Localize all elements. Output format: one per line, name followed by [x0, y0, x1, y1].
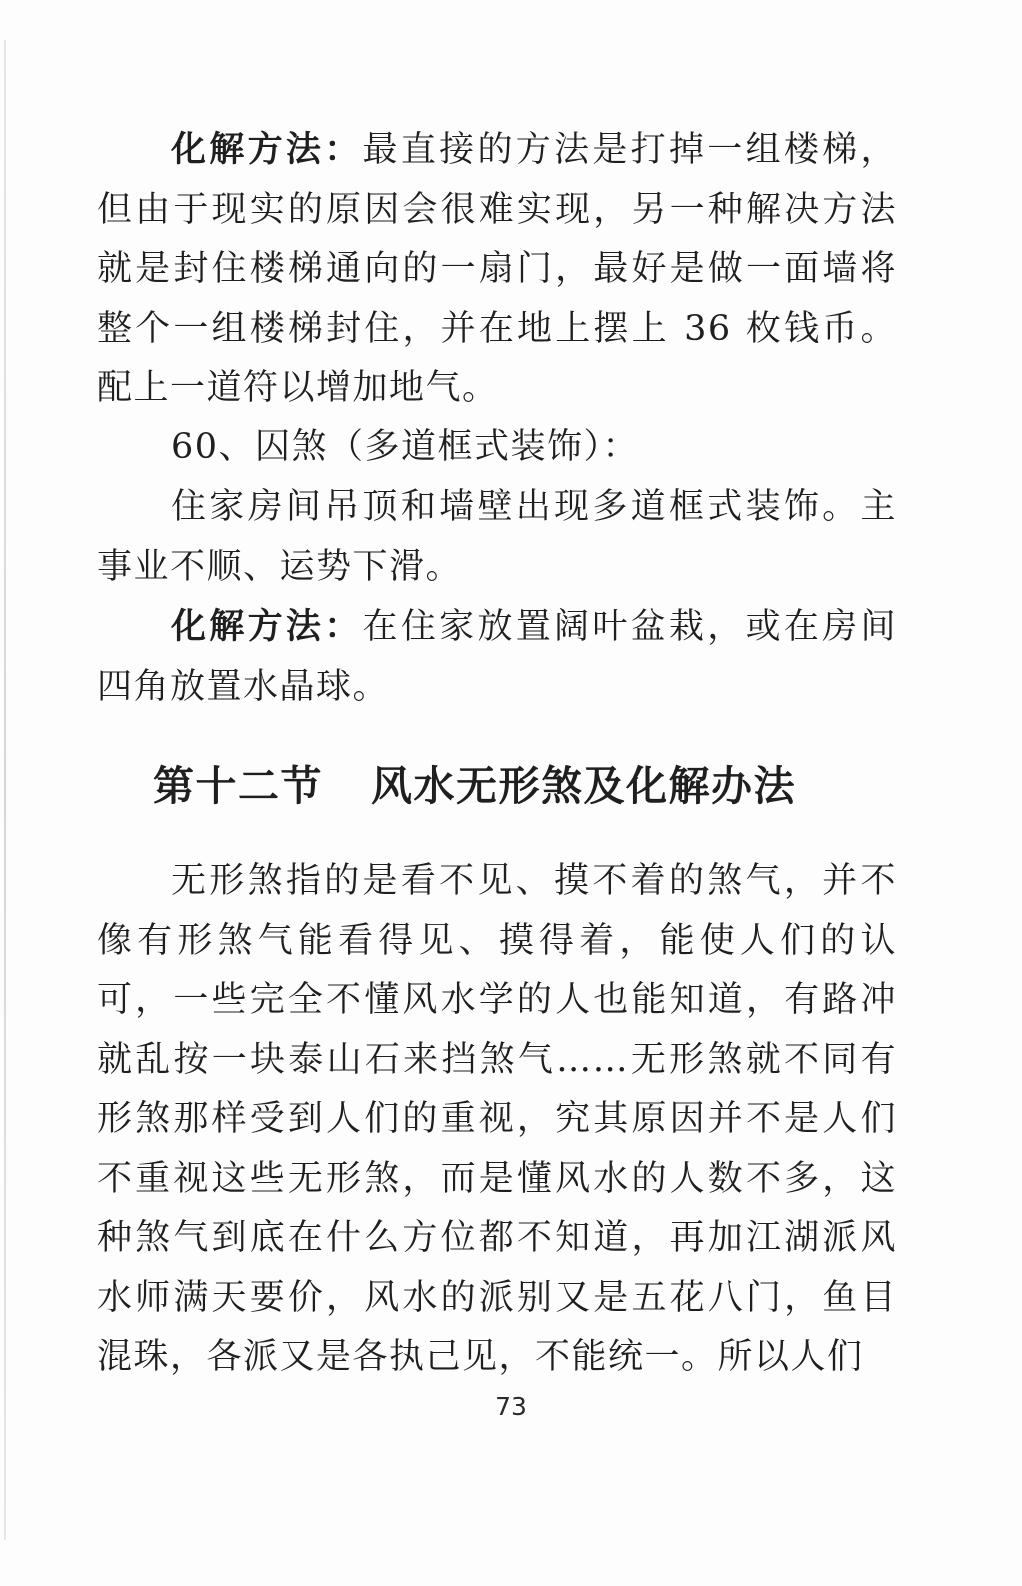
remedy-label-2: 化解方法：	[171, 606, 363, 647]
section-number: 第十二节	[153, 762, 323, 810]
invisible-sha-text: 无形煞指的是看不见、摸不着的煞气，并不像有形煞气能看得见、摸得着，能使人们的认可，一些完全不懂风水学的人也能知道，有路冲就乱按一块泰山石来挡煞气……无形煞就不同有形煞那样受到人们的重视，究其原因并不是人们不重视这些无形煞，而是懂风水的人数不多，这种煞气到底在什么方位都不知道，再加江湖派风水师满天要价，风水的派别又是五花八门，鱼目混珠，各派又是各执己见，不能统一。所以人们	[97, 861, 897, 1377]
remedy-text: 最直接的方法是打掉一组楼梯，但由于现实的原因会很难实现，另一种解决方法就是封住楼梯通向的一扇门，最好是做一面墙将整个一组楼梯封住，并在地上摆上 36 枚钱币。配上一道符以增加地气。	[97, 130, 897, 408]
paragraph-prison-sha	[97, 478, 897, 597]
item-heading-text: 60、囚煞（多道框式装饰）：	[171, 427, 640, 467]
remedy-label: 化解方法：	[171, 129, 363, 170]
prison-sha-text: 住家房间吊顶和墙壁出现多道框式装饰。主事业不顺、运势下滑。	[97, 487, 897, 587]
section-title: 风水无形煞及化解办法	[371, 762, 796, 810]
page-number: 73	[495, 1392, 527, 1421]
remedy-text-2: 在住家放置阔叶盆栽，或在房间四角放置水晶球。	[97, 607, 897, 707]
item-heading-60	[97, 418, 897, 478]
paragraph-remedy-stairs	[97, 120, 897, 419]
section-heading	[153, 758, 913, 814]
paragraph-remedy-plants	[97, 597, 897, 717]
binding-edge	[4, 40, 6, 1540]
paragraph-invisible-sha	[97, 852, 897, 1388]
